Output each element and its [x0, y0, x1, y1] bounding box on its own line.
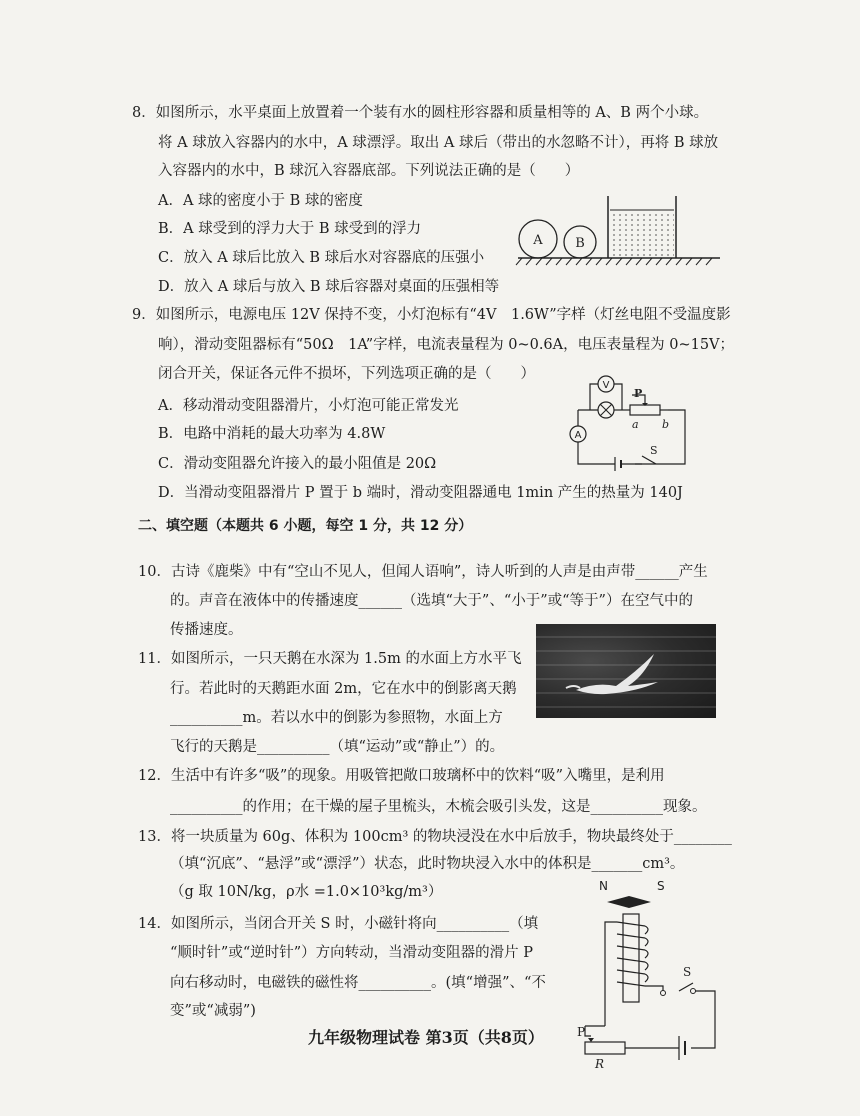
- section-heading: 二、填空题（本题共 6 小题，每空 1 分，共 12 分）: [138, 518, 473, 534]
- q9-stem-line3: 闭合开关，保证各元件不损坏，下列选项正确的是（ ）: [158, 366, 535, 382]
- q8-stem-line3: 入容器内的水中，B 球沉入容器底部。下列说法正确的是（ ）: [158, 163, 580, 179]
- q9-option-a: A．移动滑动变阻器滑片，小灯泡可能正常发光: [158, 398, 459, 414]
- q9-option-d: D．当滑动变阻器滑片 P 置于 b 端时，滑动变阻器通电 1min 产生的热量为 140J: [158, 485, 683, 501]
- q14-line2: “顺时针”或“逆时针”）方向转动，当滑动变阻器的滑片 P: [170, 945, 534, 961]
- magnet-s-label: S: [657, 879, 665, 893]
- q11-line2: 行。若此时的天鹅距水面 2m，它在水中的倒影离天鹅: [170, 681, 517, 697]
- compass-needle-icon: [607, 896, 651, 908]
- q9-stem-line2: 响），滑动变阻器标有“50Ω 1A”字样，电流表量程为 0~0.6A，电压表量程为 0~15V；: [158, 337, 735, 353]
- q8-option-d: D．放入 A 球后与放入 B 球后容器对桌面的压强相等: [158, 279, 500, 295]
- q9-stem-line1: 9．如图所示，电源电压 12V 保持不变，小灯泡标有“4V 1.6W”字样（灯丝电阻不受温度影: [132, 307, 731, 323]
- q13-line3: （g 取 10N/kg，ρ水 =1.0×10³kg/m³）: [170, 884, 443, 900]
- q14-electromagnet-diagram: [565, 876, 725, 1070]
- q9-option-c: C．滑动变阻器允许接入的最小阻值是 20Ω: [158, 456, 437, 472]
- water-container: [608, 196, 676, 258]
- ball-a-label: A: [533, 233, 543, 248]
- magnet-n-label: N: [599, 879, 608, 893]
- q8-option-a: A．A 球的密度小于 B 球的密度: [158, 193, 363, 209]
- ammeter-label: A: [574, 430, 582, 441]
- q14-line3: 向右移动时，电磁铁的磁性将__________。(填“增强”、“不: [170, 975, 546, 991]
- terminal-b-label: b: [662, 418, 670, 431]
- q8-stem-line1: 8．如图所示，水平桌面上放置着一个装有水的圆柱形容器和质量相等的 A、B 两个小球。: [132, 105, 709, 121]
- switch-s-label: S: [683, 965, 692, 979]
- swan-photo: [536, 624, 716, 718]
- voltmeter-label: V: [602, 380, 610, 391]
- q11-line3: __________m。若以水中的倒影为参照物，水面上方: [170, 710, 503, 726]
- q9-option-b: B．电路中消耗的最大功率为 4.8W: [158, 426, 386, 442]
- q14-line1: 14．如图所示，当闭合开关 S 时，小磁针将向__________（填: [138, 916, 539, 932]
- switch-s-label: S: [650, 444, 658, 457]
- q8-figure: [510, 188, 725, 268]
- q10-line2: 的。声音在液体中的传播速度______（选填“大于”、“小于”或“等于”）在空气中的: [170, 593, 693, 609]
- q11-line1: 11．如图所示，一只天鹅在水深为 1.5m 的水面上方水平飞: [138, 651, 522, 667]
- q13-line1: 13．将一块质量为 60g、体积为 100cm³ 的物块浸没在水中后放手，物块最终处于________: [138, 829, 732, 845]
- q10-line3: 传播速度。: [170, 622, 243, 638]
- q13-line2: （填“沉底”、“悬浮”或“漂浮”）状态，此时物块浸入水中的体积是_______cm³。: [170, 856, 685, 872]
- q8-stem-line2: 将 A 球放入容器内的水中，A 球漂浮。取出 A 球后（带出的水忽略不计），再将 B 球放: [158, 135, 719, 151]
- slider-p-label: P: [634, 387, 643, 400]
- page-footer: 九年级物理试卷 第3页（共8页）: [308, 1028, 544, 1047]
- slider-p-label: P: [577, 1025, 586, 1039]
- rheostat-r-label: R: [595, 1057, 605, 1070]
- terminal-a-label: a: [632, 418, 639, 431]
- q11-line4: 飞行的天鹅是__________（填“运动”或“静止”）的。: [170, 739, 505, 755]
- q9-circuit-diagram: [560, 372, 695, 472]
- q10-line1: 10．古诗《鹿柴》中有“空山不见人，但闻人语响”，诗人听到的人声是由声带______产生: [138, 564, 708, 580]
- q14-line4: 变”或“减弱”): [170, 1003, 256, 1019]
- q8-option-c: C．放入 A 球后比放入 B 球后水对容器底的压强小: [158, 250, 485, 266]
- q12-line2: __________的作用；在干燥的屋子里梳头，木梳会吸引头发，这是__________现象。: [170, 799, 707, 815]
- q12-line1: 12．生活中有许多“吸”的现象。用吸管把敞口玻璃杯中的饮料“吸”入嘴里，是利用: [138, 768, 665, 784]
- ball-b-label: B: [575, 236, 585, 251]
- q8-option-b: B．A 球受到的浮力大于 B 球受到的浮力: [158, 221, 422, 237]
